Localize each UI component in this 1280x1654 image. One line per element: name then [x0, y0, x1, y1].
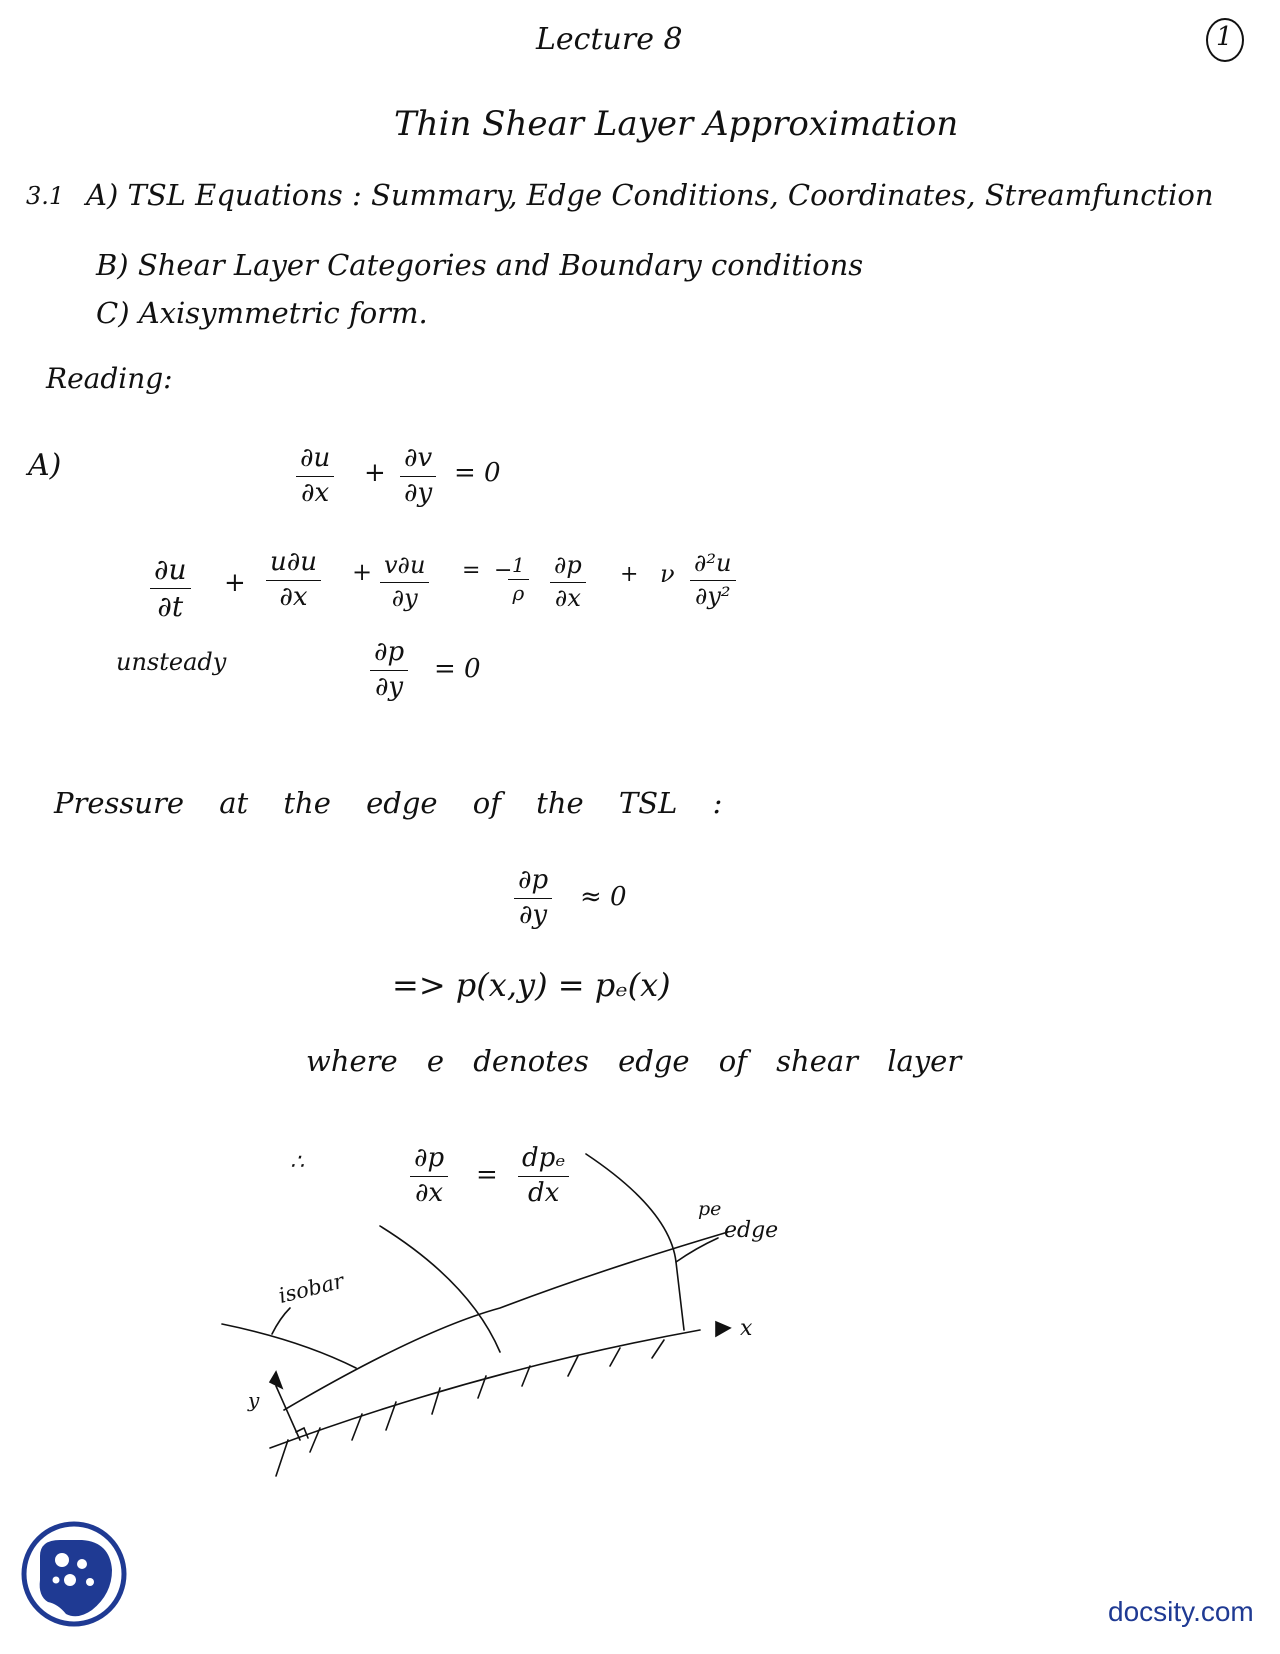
fraction-numerator: ∂p	[550, 552, 586, 583]
continuity-rhs: = 0	[454, 458, 501, 488]
isobar-label: isobar	[276, 1268, 347, 1308]
wall-curve	[270, 1330, 700, 1448]
outline-item-b: B) Shear Layer Categories and Boundary conditions	[96, 248, 864, 282]
pressure-approx-rhs: ≈ 0	[580, 882, 627, 912]
fraction-numerator: ∂p	[514, 866, 552, 899]
fraction-denominator: ∂y	[518, 899, 548, 930]
fraction-numerator: ∂u	[296, 444, 334, 477]
fraction-numerator: ∂v	[400, 444, 436, 477]
equals-sign: =	[476, 1160, 498, 1190]
plus-sign: +	[352, 558, 373, 586]
plus-sign: +	[364, 458, 386, 488]
docsity-brand-text[interactable]: docsity.com	[1108, 1596, 1254, 1627]
fraction-denominator: dx	[528, 1177, 560, 1208]
section-a-label: A)	[28, 448, 62, 483]
reading-label: Reading:	[46, 362, 173, 395]
pressure-note: where e denotes edge of shear layer	[306, 1044, 962, 1078]
pe-label: pe	[698, 1198, 722, 1220]
nu-symbol: ν	[660, 560, 675, 588]
y-axis-label: y	[248, 1388, 260, 1412]
isobar-middle	[380, 1226, 500, 1352]
pressure-implies: => p(x,y) = pₑ(x)	[392, 966, 671, 1004]
docsity-logo-icon	[20, 1520, 128, 1628]
shear-layer-edge	[284, 1232, 728, 1410]
fraction-denominator: ∂x	[554, 583, 581, 612]
minus-sign: −	[494, 558, 513, 583]
fraction-numerator: dpₑ	[518, 1144, 569, 1177]
fraction-numerator: ∂u	[150, 554, 191, 589]
outline-item-a: A) TSL Equations : Summary, Edge Conditions, Coordinates, Streamfunction	[86, 178, 1214, 212]
fraction-denominator: ∂y	[391, 583, 418, 612]
page-number: 1	[1216, 22, 1233, 52]
fraction-numerator: v∂u	[380, 552, 429, 583]
plus-sign: +	[224, 568, 246, 598]
topic-title: Thin Shear Layer Approximation	[394, 104, 959, 144]
fraction-denominator: ∂y²	[694, 581, 731, 610]
fraction-numerator: 1	[508, 554, 529, 580]
fraction-denominator: ∂y	[374, 671, 404, 702]
x-axis-label: x	[740, 1316, 753, 1341]
fraction-denominator: ρ	[512, 581, 525, 605]
unsteady-label: unsteady	[116, 648, 227, 676]
fraction-numerator: u∂u	[266, 548, 321, 581]
y-axis-arrow-head	[270, 1372, 282, 1388]
fraction-numerator: ∂p	[370, 638, 408, 671]
fraction-denominator: ∂x	[279, 581, 308, 612]
fraction-denominator: ∂x	[414, 1177, 444, 1208]
equals-sign: =	[462, 558, 481, 583]
fraction-denominator: ∂t	[157, 590, 184, 624]
fraction-denominator: ∂x	[301, 477, 330, 508]
x-axis-arrow-head	[716, 1322, 730, 1336]
lecture-title: Lecture 8	[536, 22, 683, 57]
section-number: 3.1	[26, 182, 65, 210]
wall-hatching	[276, 1340, 664, 1476]
isobar-left	[222, 1324, 356, 1368]
plus-sign: +	[620, 562, 639, 587]
fraction-numerator: ∂²u	[690, 550, 736, 581]
fraction-numerator: ∂p	[410, 1144, 448, 1177]
outline-item-c: C) Axisymmetric form.	[96, 296, 428, 330]
therefore-symbol: ∴	[290, 1150, 304, 1175]
edge-label: edge	[724, 1218, 779, 1243]
isobar-leader	[272, 1308, 290, 1334]
isobar-right	[586, 1154, 684, 1330]
y-momentum-rhs: = 0	[434, 654, 481, 684]
fraction-denominator: ∂y	[404, 477, 433, 508]
pressure-intro: Pressure at the edge of the TSL :	[54, 786, 723, 820]
